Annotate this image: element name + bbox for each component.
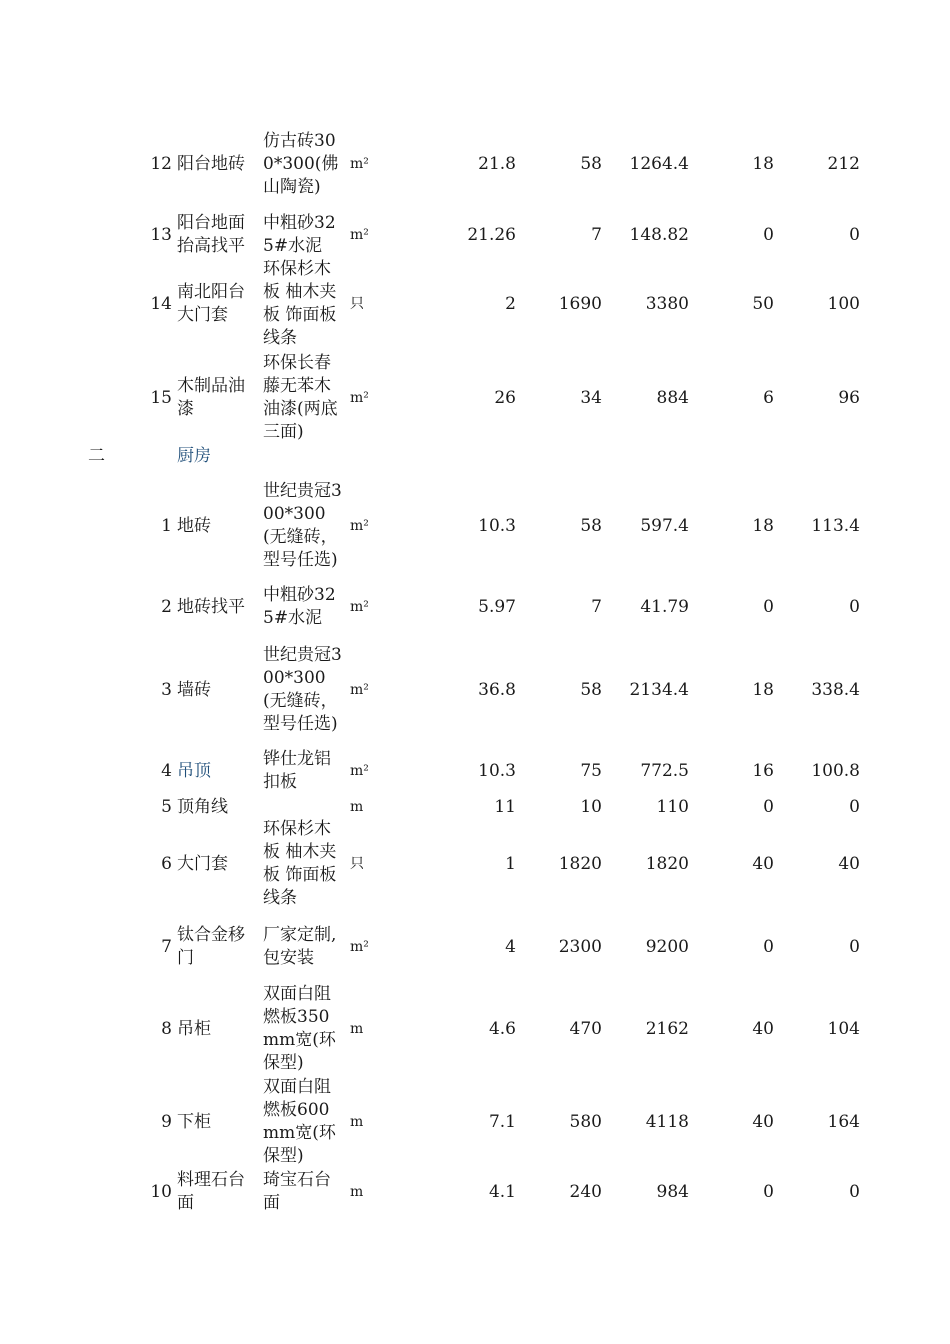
amount: 597.4 (640, 515, 689, 536)
material-spec: 双面白阻燃板350mm宽(环保型) (263, 984, 336, 1073)
item-name: 吊柜 (177, 1018, 211, 1039)
unit-price: 75 (580, 760, 602, 781)
amount: 148.82 (629, 224, 689, 245)
item-name: 吊顶 (177, 760, 211, 781)
item-name: 阳台地砖 (177, 153, 245, 174)
material-spec: 铧仕龙铝扣板 (263, 749, 331, 792)
table-row (0, 818, 950, 910)
labor-price: 0 (763, 596, 774, 617)
quantity: 5.97 (478, 596, 516, 617)
labor-price: 40 (752, 853, 774, 874)
row-number: 15 (150, 387, 172, 408)
labor-total: 113.4 (811, 515, 860, 536)
labor-price: 18 (752, 153, 774, 174)
unit: 只 (350, 855, 364, 872)
unit-price: 34 (580, 387, 602, 408)
table-row (0, 258, 950, 350)
quantity: 7.1 (488, 1111, 516, 1132)
amount: 2134.4 (629, 679, 689, 700)
material-spec: 厂家定制,包安装 (263, 925, 337, 968)
amount: 41.79 (640, 596, 689, 617)
unit: m (350, 1183, 364, 1200)
labor-price: 18 (752, 515, 774, 536)
amount: 9200 (645, 936, 689, 957)
amount: 772.5 (640, 760, 689, 781)
material-spec: 环保杉木板 柚木夹板 饰面板线条 (263, 259, 337, 348)
quantity: 1 (505, 853, 516, 874)
labor-price: 0 (763, 224, 774, 245)
labor-total: 338.4 (811, 679, 860, 700)
quantity: 36.8 (478, 679, 516, 700)
section-title: 厨房 (177, 445, 211, 466)
labor-total: 96 (838, 387, 860, 408)
unit: m (350, 798, 364, 815)
material-spec: 中粗砂325#水泥 (263, 585, 336, 628)
item-name: 钛合金移门 (177, 925, 245, 968)
unit: m² (350, 681, 369, 698)
section-row (0, 444, 950, 468)
labor-total: 100.8 (811, 760, 860, 781)
row-number: 2 (161, 596, 172, 617)
amount: 1820 (645, 853, 689, 874)
material-spec: 中粗砂325#水泥 (263, 213, 336, 256)
table-row (0, 748, 950, 794)
table-row (0, 118, 950, 210)
table-row (0, 1168, 950, 1216)
quantity: 4.6 (488, 1018, 516, 1039)
unit: m² (350, 389, 369, 406)
unit: 只 (350, 295, 364, 312)
unit-price: 580 (569, 1111, 602, 1132)
quantity: 10.3 (478, 760, 516, 781)
material-spec: 仿古砖300*300(佛山陶瓷) (263, 130, 339, 197)
unit: m (350, 1113, 364, 1130)
material-spec: 琦宝石台面 (263, 1170, 331, 1213)
material-spec: 世纪贵冠300*300(无缝砖，型号任选) (263, 645, 342, 734)
labor-price: 6 (763, 387, 774, 408)
labor-total: 100 (827, 293, 860, 314)
quantity: 10.3 (478, 515, 516, 536)
labor-total: 212 (827, 153, 860, 174)
quantity: 2 (505, 293, 516, 314)
labor-total: 0 (849, 596, 860, 617)
table-row (0, 794, 950, 820)
row-number: 1 (161, 515, 172, 536)
row-number: 13 (150, 224, 172, 245)
labor-total: 0 (849, 224, 860, 245)
labor-total: 164 (827, 1111, 860, 1132)
item-name: 地砖找平 (177, 596, 245, 617)
row-number: 9 (161, 1111, 172, 1132)
labor-price: 0 (763, 796, 774, 817)
unit: m² (350, 226, 369, 243)
item-name: 阳台地面抬高找平 (177, 213, 245, 256)
table-row (0, 630, 950, 750)
amount: 3380 (645, 293, 689, 314)
material-spec (263, 794, 343, 820)
table-row (0, 212, 950, 258)
labor-total: 40 (838, 853, 860, 874)
table-row (0, 1076, 950, 1168)
unit: m (350, 1020, 364, 1037)
unit-price: 1690 (558, 293, 602, 314)
table-row (0, 982, 950, 1076)
row-number: 4 (161, 760, 172, 781)
section-number: 二 (88, 445, 105, 466)
amount: 984 (656, 1181, 689, 1202)
row-number: 10 (150, 1181, 172, 1202)
amount: 4118 (645, 1111, 689, 1132)
labor-price: 0 (763, 936, 774, 957)
table-row (0, 350, 950, 446)
table-row (0, 584, 950, 630)
material-spec: 世纪贵冠300*300(无缝砖，型号任选) (263, 481, 342, 570)
unit-price: 470 (569, 1018, 602, 1039)
labor-total: 0 (849, 936, 860, 957)
material-spec: 环保杉木板 柚木夹板 饰面板线条 (263, 819, 337, 908)
labor-price: 18 (752, 679, 774, 700)
unit-price: 58 (580, 153, 602, 174)
unit-price: 58 (580, 679, 602, 700)
item-name: 大门套 (177, 853, 228, 874)
row-number: 7 (161, 936, 172, 957)
item-name: 木制品油漆 (177, 376, 245, 419)
unit-price: 7 (591, 596, 602, 617)
amount: 884 (656, 387, 689, 408)
table-row (0, 912, 950, 982)
labor-price: 40 (752, 1111, 774, 1132)
quantity: 21.8 (478, 153, 516, 174)
unit: m² (350, 155, 369, 172)
quantity: 4 (505, 936, 516, 957)
unit-price: 1820 (558, 853, 602, 874)
row-number: 5 (161, 796, 172, 817)
row-number: 6 (161, 853, 172, 874)
unit-price: 240 (569, 1181, 602, 1202)
item-name: 顶角线 (177, 796, 228, 817)
item-name: 地砖 (177, 515, 211, 536)
row-number: 12 (150, 153, 172, 174)
item-name: 墙砖 (177, 679, 211, 700)
unit: m² (350, 598, 369, 615)
unit-price: 58 (580, 515, 602, 536)
item-name: 下柜 (177, 1111, 211, 1132)
material-spec: 环保长春藤无苯木油漆(两底三面) (263, 353, 338, 442)
quantity: 11 (494, 796, 516, 817)
labor-total: 0 (849, 796, 860, 817)
labor-price: 50 (752, 293, 774, 314)
unit: m² (350, 938, 369, 955)
table-row (0, 468, 950, 584)
row-number: 14 (150, 293, 172, 314)
labor-total: 0 (849, 1181, 860, 1202)
row-number: 8 (161, 1018, 172, 1039)
row-number: 3 (161, 679, 172, 700)
unit-price: 2300 (558, 936, 602, 957)
item-name: 料理石台面 (177, 1170, 245, 1213)
quantity: 4.1 (488, 1181, 516, 1202)
labor-price: 0 (763, 1181, 774, 1202)
amount: 110 (656, 796, 689, 817)
quantity: 21.26 (467, 224, 516, 245)
labor-price: 16 (752, 760, 774, 781)
labor-price: 40 (752, 1018, 774, 1039)
labor-total: 104 (827, 1018, 860, 1039)
unit: m² (350, 517, 369, 534)
material-spec: 双面白阻燃板600mm宽(环保型) (263, 1077, 336, 1166)
unit-price: 7 (591, 224, 602, 245)
amount: 1264.4 (629, 153, 689, 174)
amount: 2162 (645, 1018, 689, 1039)
unit-price: 10 (580, 796, 602, 817)
unit: m² (350, 762, 369, 779)
quantity: 26 (494, 387, 516, 408)
item-name: 南北阳台大门套 (177, 282, 245, 325)
